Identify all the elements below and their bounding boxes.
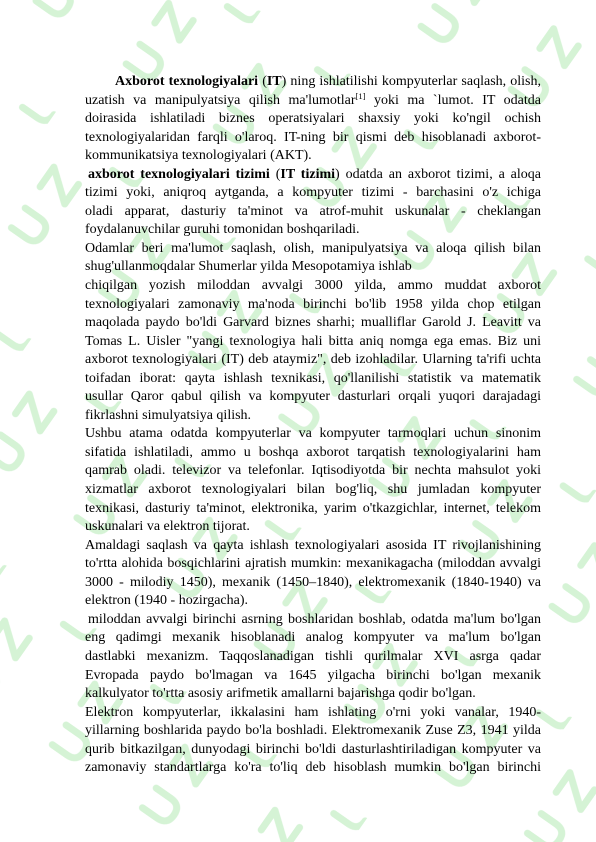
text-line: Ushbu atama odatda kompyuterlar va kompyuter tarmoqlari uchun sinonim bbox=[85, 426, 541, 442]
paragraph bbox=[85, 704, 541, 778]
text-line bbox=[85, 73, 541, 92]
text-line: eng qadimgi mexanik hisoblanadi analog kompyuter va ma'lum bo'lgan bbox=[85, 630, 541, 646]
text-line: dastlabki mexanizm. Taqqoslanadigan tishli qurilmalar XVI asrga qadar bbox=[85, 648, 541, 664]
text-line: kalkulyator to'rtta asosiy arifmetik amallarni bajarishga qodir bo'lgan. bbox=[85, 686, 476, 702]
text-line: texnologiyalari zamonaviy ma'noda birinchi bo'lib 1958 yilda chop etilgan bbox=[85, 296, 541, 312]
text-line: axborot texnologiyalari (IT) deb ataymiz", deb izohladilar. Ularning ta'rifi uchta bbox=[85, 352, 541, 368]
text-line: yillarning boshlarida paydo bo'la boshladi. Elektromexanik Zuse Z3, 1941 yilda bbox=[85, 723, 541, 739]
bold-term: axborot texnologiyalari tizimi bbox=[88, 166, 270, 182]
text-line: maqolada paydo bo'ldi Garvard biznes sharhi; mualliflar Garold J. Leavitt va bbox=[85, 315, 541, 331]
text-line: Evropada paydo bo'lmagan va 1645 yilgacha birinchi bo'lgan mexanik bbox=[85, 667, 541, 683]
text-line: toifadan iborat: qayta ishlash texnikasi, qo'llanilishi statistik va matematik bbox=[85, 370, 541, 386]
footnote-ref: [1] bbox=[355, 90, 366, 101]
paragraph bbox=[85, 73, 541, 166]
text-line: texnikasi, dasturiy ta'minot, elektronika, yarim o'tkazgichlar, internet, telekom bbox=[85, 500, 541, 516]
text-line: to'rtta alohida bosqichlarini ajratish mumkin: mexanikagacha (miloddan avvalgi bbox=[85, 556, 541, 572]
text-run: ( bbox=[258, 74, 267, 89]
text-line: qamrab oladi. televizor va telefonlar. Iqtisodiyotda bir nechta mahsulot yoki bbox=[85, 463, 541, 479]
bold-term: Axborot texnologiyalari bbox=[115, 74, 259, 89]
text-line: shug'ullanmoqdalar Shumerlar yilda Mesopotamiya ishlab bbox=[85, 259, 412, 275]
text-line bbox=[85, 166, 541, 185]
paragraph bbox=[85, 611, 541, 704]
text-run: ) odatda an axborot tizimi, a aloqa bbox=[335, 166, 541, 182]
paragraph bbox=[85, 537, 541, 611]
text-line: elektron (1940 - hozirgacha). bbox=[85, 593, 249, 609]
text-line: kommunikatsiya texnologiyalari (AKT). bbox=[85, 148, 312, 164]
text-line: usullar Qaror qabul qilish va kompyuter dasturlari orqali yuqori darajadagi bbox=[85, 389, 541, 405]
text-run: uzatish va manipulyatsiya qilish ma'lumotlar bbox=[85, 92, 356, 108]
text-line: Amaldagi saqlash va qayta ishlash texnologiyalari asosida IT rivojlanishining bbox=[85, 537, 541, 553]
text-line: tizimi yoki, aniqroq aytganda, a kompyuter tizimi - barchasini o'z ichiga bbox=[85, 185, 541, 201]
text-line: fikrlashni simulyatsiya qilish. bbox=[85, 407, 252, 423]
text-line: doirasida ishlatiladi biznes operatsiyalari shaxsiy yoki ko'ngil ochish bbox=[85, 111, 541, 127]
paragraph bbox=[85, 240, 541, 425]
bold-term: IT tizimi bbox=[280, 166, 336, 182]
text-run: ) ning ishlatilishi kompyuterlar saqlash, olish, bbox=[281, 74, 541, 89]
text-line: xizmatlar axborot texnologiyalari bilan bog'liq, shu jumladan kompyuter bbox=[85, 482, 541, 498]
text-line: foydalanuvchilar guruhi tomonidan boshqariladi. bbox=[85, 222, 360, 238]
text-line: chiqilgan yozish miloddan avvalgi 3000 yilda, ammo muddat axborot bbox=[85, 278, 541, 294]
paragraph bbox=[85, 166, 541, 240]
text-line: Odamlar beri ma'lumot saqlash, olish, manipulyatsiya va aloqa qilish bilan bbox=[85, 240, 541, 256]
text-run: ( bbox=[269, 166, 281, 182]
text-line: Tomas L. Uisler "yangi texnologiya hali bitta aniq nomga ega emas. Biz uni bbox=[85, 333, 541, 349]
text-line: zamonaviy standartlarga ko'ra to'liq deb hisoblash mumkin bo'lgan birinchi bbox=[85, 760, 541, 776]
text-line: miloddan avvalgi birinchi asrning boshlaridan boshlab, odatda ma'lum bo'lgan bbox=[88, 611, 541, 627]
text-line: texnologiyalaridan farqli o'laroq. IT-ning bir qismi deb hisoblanadi axborot- bbox=[85, 129, 541, 145]
text-line: 3000 - milodiy 1450), mexanik (1450–1840), elektromexanik (1840-1940) va bbox=[85, 574, 541, 590]
paragraph bbox=[85, 425, 541, 536]
text-run: yoki ma `lumot. IT odatda bbox=[365, 92, 541, 108]
bold-term: IT bbox=[266, 74, 282, 89]
text-line: sifatida ishlatiladi, ammo u boshqa axborot tarqatish texnologiyalarini ham bbox=[85, 444, 541, 460]
text-body bbox=[85, 73, 541, 778]
text-line: Elektron kompyuterlar, ikkalasini ham ishlating o'rni yoki vanalar, 1940- bbox=[85, 704, 541, 720]
text-line: uskunalari va elektron tijorat. bbox=[85, 519, 250, 535]
text-line: oladi apparat, dasturiy ta'minot va atrof-muhit uskunalar - cheklangan bbox=[85, 203, 541, 219]
text-line: qurib bitkazilgan, dunyodagi birinchi bo'ldi dasturlashtiriladigan kompyuter va bbox=[85, 741, 541, 757]
text-line bbox=[85, 92, 541, 111]
